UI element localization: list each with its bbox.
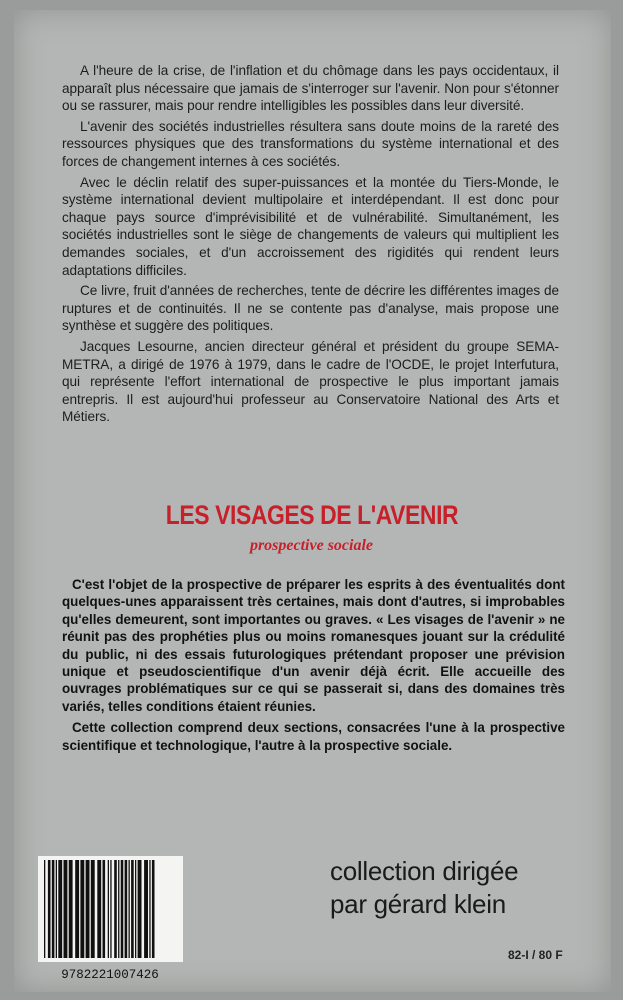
barcode-bar [129,860,130,958]
barcode-bar [118,860,119,958]
series-title: LES VISAGES DE L'AVENIR [165,500,458,530]
barcode-bar [75,860,79,958]
series-heading [0,500,623,555]
series-subtitle: prospective sociale [249,537,374,554]
barcode-bar [138,860,142,958]
book-blurb [62,62,559,429]
barcode-bar [56,860,57,958]
barcode-bar [108,860,109,958]
barcode-bar [110,860,111,958]
barcode-bar [58,860,62,958]
barcode-bar [69,860,73,958]
isbn-number: 9782221007426 [61,968,159,982]
barcode-bar [97,860,101,958]
barcode-bar [48,860,51,958]
series-director [330,855,518,921]
collection-paragraph: Cette collection comprend deux sections, consacrées l'une à la prospective scientifique et technologique, l'autre à la prospective sociale. [62,720,565,753]
blurb-paragraph: L'avenir des sociétés industrielles résultera sans doute moins de la rareté des ressources physiques que des transformations du système international et des forces de changement internes à ces sociétés. [62,118,559,169]
barcode-bar [144,860,148,958]
barcode-bar [152,860,155,958]
collection-description [62,576,565,758]
barcode-bar [44,860,45,958]
barcode-bar [103,860,106,958]
collection-paragraph: C'est l'objet de la prospective de préparer les esprits à des éventualités dont quelques-unes apparaissent très certaines, mais dont d'autres, si improbables qu'elles demeurent, sont importantes ou graves. « Les visages de l'avenir » ne réunit pas des prophéties plus ou moins romanesques jouant sur la crédulité du public, ni des essais futurologiques prétendant proposer une prévision unique et pseudoscientifique d'un avenir déjà écrit. Elle accueille des ouvrages problématiques sur ce qui se passerait si, dans des domaines très variés, telles conditions étaient réunies. [62,577,565,714]
barcode-bar [64,860,68,958]
director-line-2: par gérard klein [330,889,506,919]
price-label: 82-I / 80 F [508,948,563,962]
barcode-bar [149,860,150,958]
barcode-bar [135,860,136,958]
director-line-1: collection dirigée [330,856,519,886]
barcode [38,856,183,984]
barcode-bar [52,860,55,958]
barcode-bar [80,860,84,958]
barcode-bar [121,860,124,958]
blurb-paragraph: Avec le déclin relatif des super-puissances et la montée du Tiers-Monde, le système international devient multipolaire et interdépendant. Il est donc pour chaque pays source d'imprévisibilité et de vulnérabilité. Simultanément, les sociétés industrielles sont le siège de changements de valeurs qui multiplient les demandes sociales, et d'un accroissement des rigidités qui rendent leurs adaptations difficiles. [62,174,559,278]
barcode-bar [114,860,117,958]
barcode-bars [44,860,155,958]
blurb-paragraph: A l'heure de la crise, de l'inflation et du chômage dans les pays occidentaux, il apparaît plus nécessaire que jamais de s'interroger sur l'avenir. Non pour s'étonner ou se rassurer, mais pour rendre intelligibles les possibles dans leur diversité. [62,63,559,114]
blurb-paragraph: Ce livre, fruit d'années de recherches, tente de décrire les différentes images de ruptures et de continuités. Il ne se contente pas d'analyse, mais propose une synthèse et suggère des politiques. [62,283,559,334]
barcode-bar [125,860,128,958]
author-bio: Jacques Lesourne, ancien directeur général et président du groupe SEMA-METRA, a dirigé de 1976 à 1979, dans le cadre de l'OCDE, le projet Interfutura, qui représente l'effort international de prospective le plus important jamais entrepris. Il est aujourd'hui professeur au Conservatoire National des Arts et Métiers. [62,338,559,425]
barcode-bar [131,860,134,958]
barcode-bar [86,860,90,958]
barcode-bar [91,860,95,958]
